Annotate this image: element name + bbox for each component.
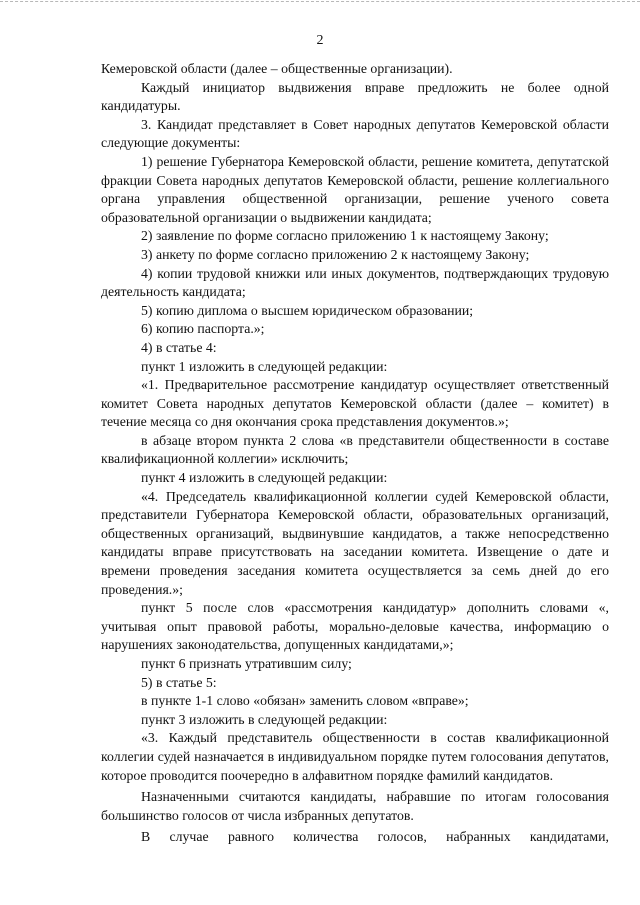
paragraph: пункт 1 изложить в следующей редакции:	[141, 358, 388, 374]
paragraph: пункт 5 после слов «рассмотрения кандидатур» дополнить словами «, учитывая опыт правовой работы, морально-деловые качества, информацию о нарушениях законодательства, допущенных кандидатами,»;	[101, 600, 609, 653]
paragraph: пункт 6 признать утратившим силу;	[141, 656, 352, 671]
list-item: 5) копию диплома о высшем юридическом образовании;	[141, 302, 474, 318]
paragraph: Назначенными считаются кандидаты, набравшие по итогам голосования большинство голосов от числа избранных депутатов.	[101, 789, 609, 823]
paragraph: пункт 4 изложить в следующей редакции:	[141, 470, 388, 486]
quoted-paragraph: «3. Каждый представитель общественности в состав квалификационной коллегии судей назначается в индивидуальном порядке путем голосования депутатов, которое проводится поочередно в алфавитном порядке фамилий кандидатов.	[101, 730, 609, 783]
list-item: 1) решение Губернатора Кемеровской области, решение комитета, депутатской фракции Совета народных депутатов Кемеровской области, решение коллегиального органа управления общественной организации, решение ученого совета образовательной организации о выдвижении кандидата;	[101, 153, 609, 225]
scan-edge-line	[0, 1, 640, 2]
list-item: 4) копии трудовой книжки или иных документов, подтверждающих трудовую деятельность кандидата;	[101, 265, 609, 300]
list-item: 2) заявление по форме согласно приложению 1 к настоящему Закону;	[141, 228, 549, 244]
paragraph: в абзаце втором пункта 2 слова «в представители общественности в составе квалификационной коллегии» исключить;	[101, 432, 609, 467]
page-number: 2	[316, 33, 324, 48]
paragraph: пункт 3 изложить в следующей редакции:	[141, 711, 388, 727]
document-body	[101, 60, 609, 847]
paragraph: 5) в статье 5:	[141, 674, 217, 690]
paragraph: 3. Кандидат представляет в Совет народных депутатов Кемеровской области следующие документы:	[101, 116, 609, 151]
list-item: 6) копию паспорта.»;	[141, 321, 265, 337]
quoted-paragraph: «4. Председатель квалификационной коллегии судей Кемеровской области, представители Губернатора Кемеровской области, образовательных организаций, общественных организаций, выдвинувшие кандидатов, а также непосредственно кандидаты вправе присутствовать на заседании комитета. Извещение о дате и времени проведения заседания комитета осуществляется за семь дней до его проведения.»;	[101, 488, 609, 597]
paragraph: в пункте 1-1 слово «обязан» заменить словом «вправе»;	[141, 693, 469, 709]
list-item: 3) анкету по форме согласно приложению 2 к настоящему Закону;	[141, 246, 530, 262]
paragraph: 4) в статье 4:	[141, 339, 217, 355]
paragraph: Каждый инициатор выдвижения вправе предложить не более одной кандидатуры.	[101, 79, 609, 114]
paragraph: Кемеровской области (далее – общественные организации).	[101, 61, 453, 76]
quoted-paragraph: «1. Предварительное рассмотрение кандидатур осуществляет ответственный комитет Совета народных депутатов Кемеровской области (далее – комитет) в течение месяца со дня окончания срока представления документов.»;	[101, 377, 609, 430]
paragraph: В случае равного количества голосов, набранных кандидатами,	[141, 829, 609, 845]
